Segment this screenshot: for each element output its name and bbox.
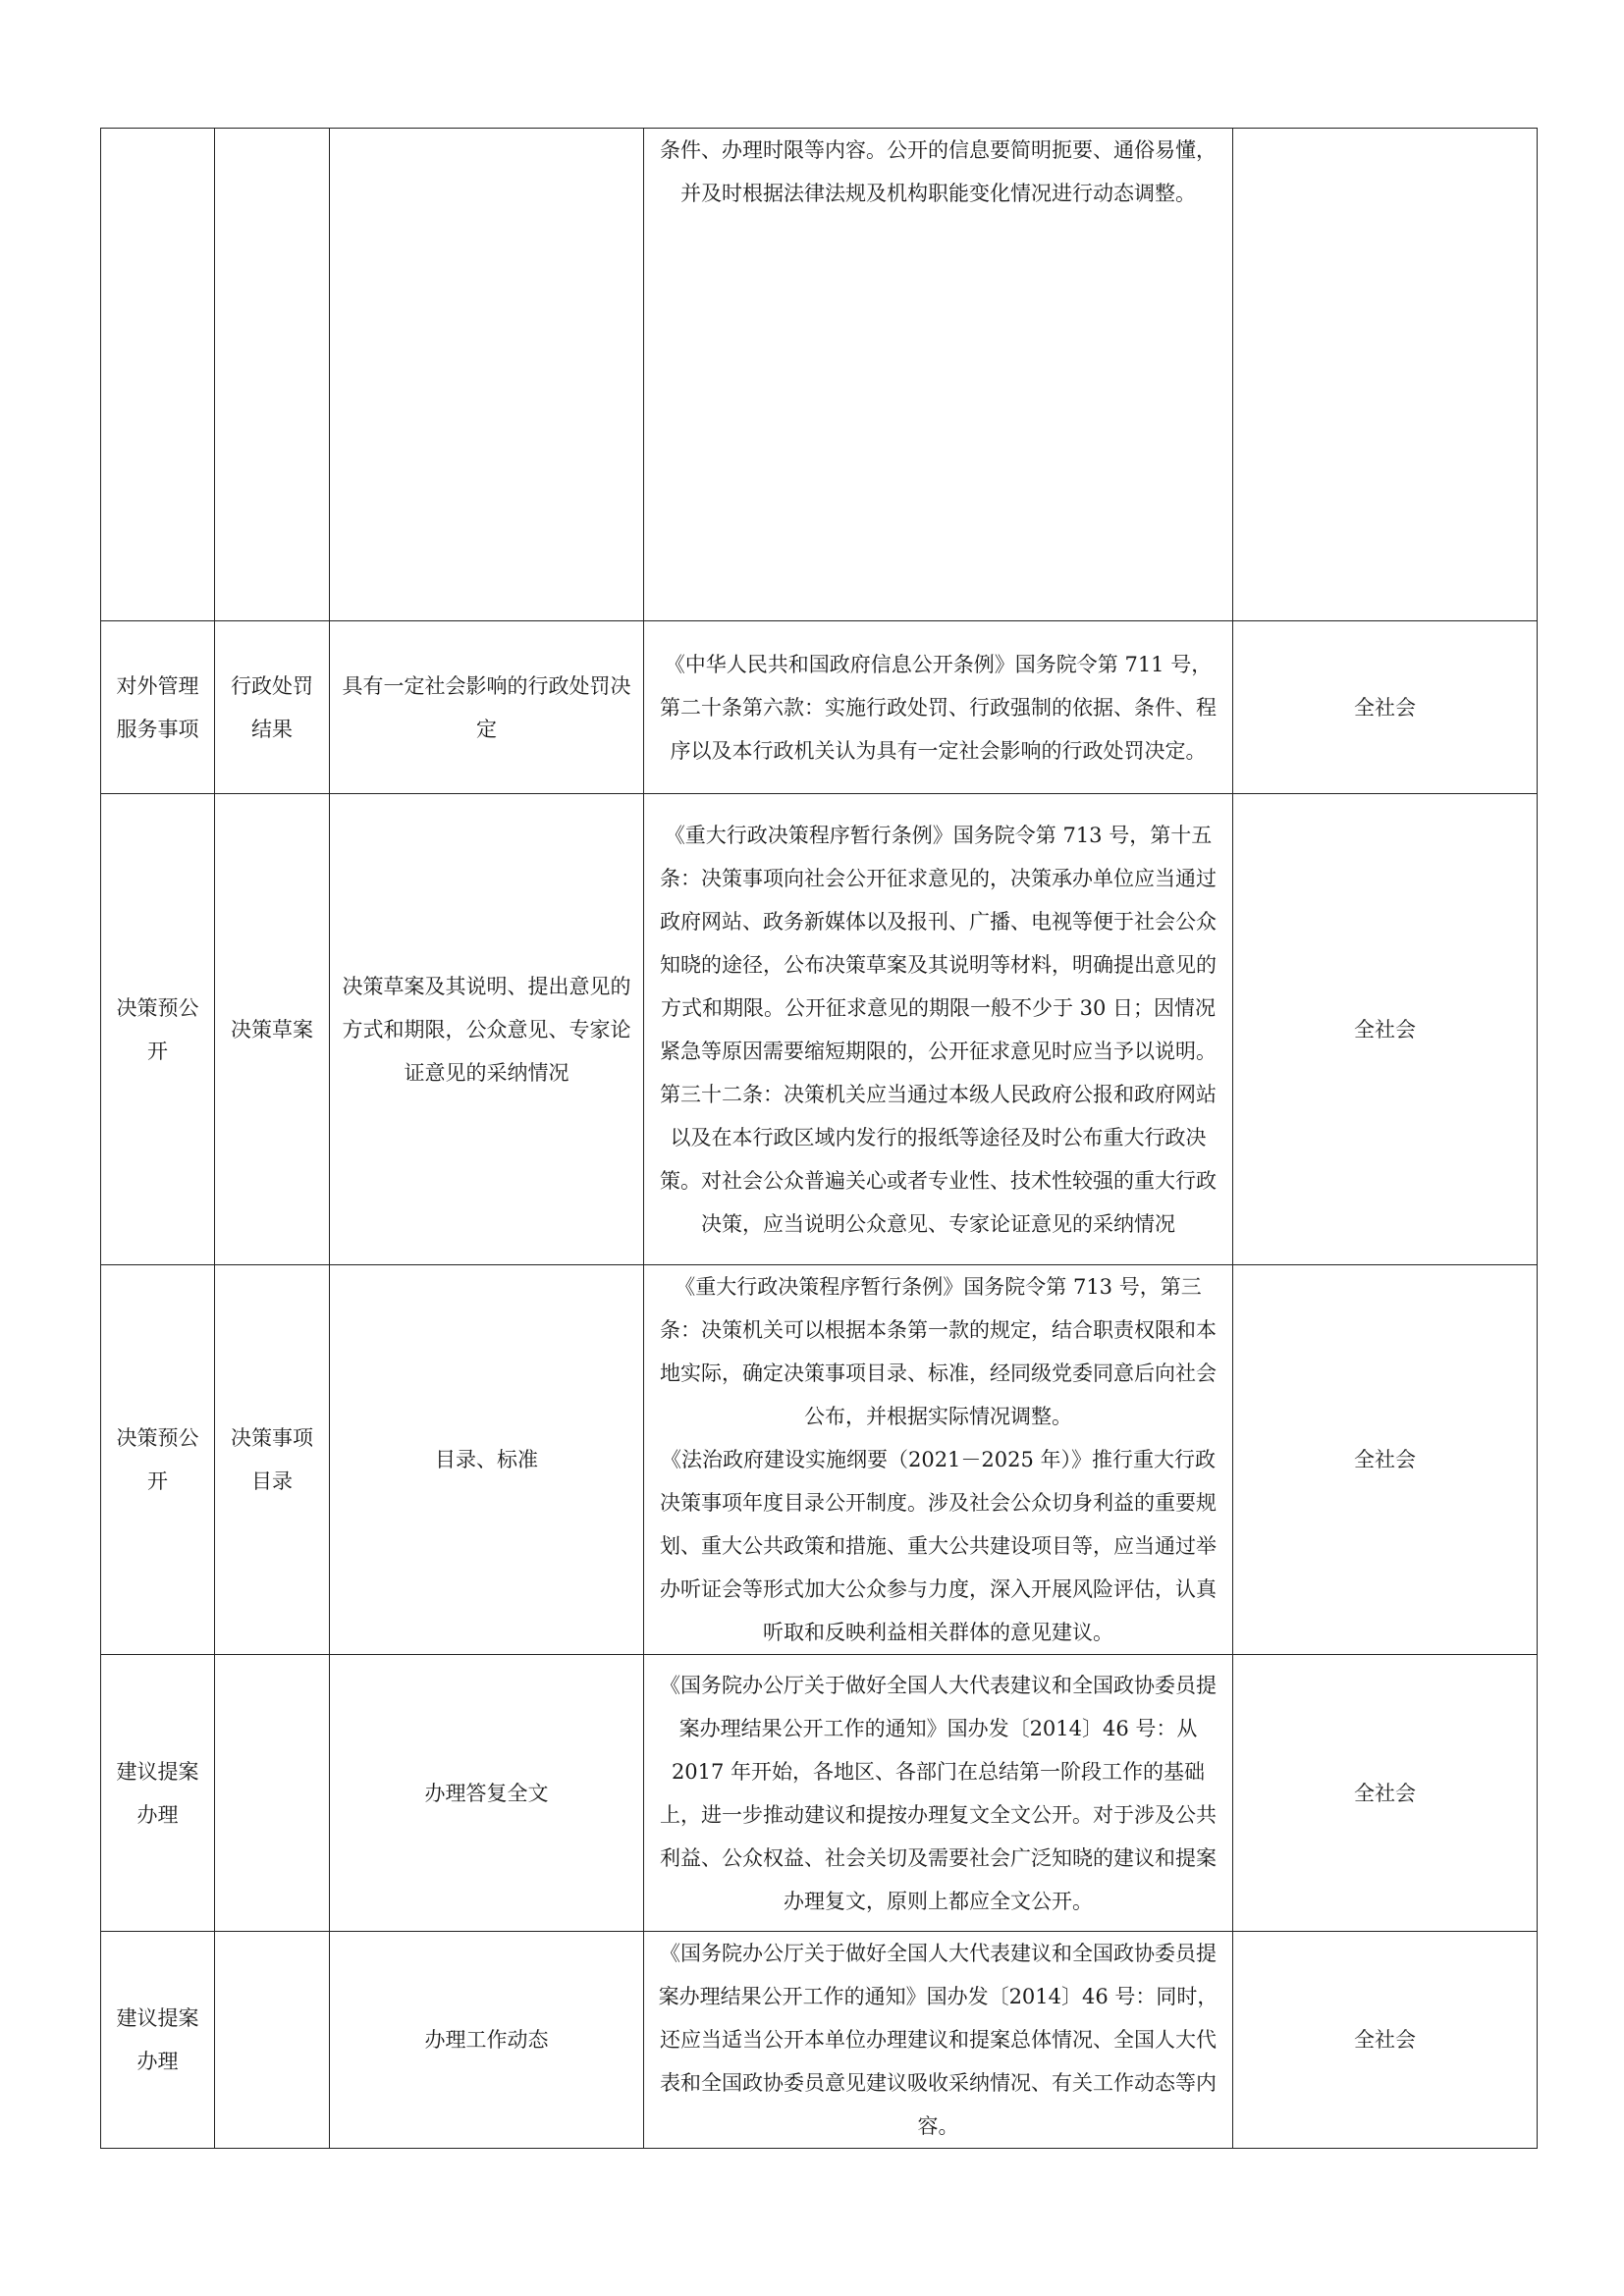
- item-cell: [215, 1655, 330, 1932]
- basis-paragraph: 《重大行政决策程序暂行条例》国务院令第 713 号，第十五条：决策事项向社会公开征求意见的，决策承办单位应当通过政府网站、政务新媒体以及报刊、广播、电视等便于社会公众知晓的途径，公布决策草案及其说明等材料，明确提出意见的方式和期限。公开征求意见的期限一般不少于 30 日；因情况紧急等原因需要缩短期限的，公开征求意见时应当予以说明。第三十二条：决策机关应当通过本级人民政府公报和政府网站以及在本行政区域内发行的报纸等途径及时公布重大行政决策。对社会公众普遍关心或者专业性、技术性较强的重大行政决策，应当说明公众意见、专家论证意见的采纳情况: [660, 823, 1217, 1236]
- scope-cell: [330, 129, 644, 621]
- audience-cell: 全社会: [1233, 1265, 1538, 1655]
- basis-cell: [644, 1655, 1233, 1932]
- category-cell: 建议提案办理: [101, 1655, 215, 1932]
- table-row: [101, 794, 1538, 1265]
- scope-cell: 办理答复全文: [330, 1655, 644, 1932]
- audience-cell: 全社会: [1233, 621, 1538, 794]
- category-cell: 决策预公开: [101, 794, 215, 1265]
- category-cell: [101, 129, 215, 621]
- table-row: [101, 1655, 1538, 1932]
- scope-cell: 目录、标准: [330, 1265, 644, 1655]
- audience-cell: 全社会: [1233, 1932, 1538, 2149]
- table-row: [101, 1932, 1538, 2149]
- item-cell: [215, 129, 330, 621]
- audience-cell: 全社会: [1233, 1655, 1538, 1932]
- table-row: [101, 129, 1538, 621]
- scope-cell: 决策草案及其说明、提出意见的方式和期限，公众意见、专家论证意见的采纳情况: [330, 794, 644, 1265]
- category-cell: 决策预公开: [101, 1265, 215, 1655]
- basis-paragraph: 《国务院办公厅关于做好全国人大代表建议和全国政协委员提案办理结果公开工作的通知》国办发〔2014〕46 号：从 2017 年开始，各地区、各部门在总结第一阶段工作的基础上，进一步推动建议和提按办理复文全文公开。对于涉及公共利益、公众权益、社会关切及需要社会广泛知晓的建议和提案办理复文，原则上都应全文公开。: [660, 1673, 1217, 1913]
- item-cell: 行政处罚结果: [215, 621, 330, 794]
- scope-cell: 办理工作动态: [330, 1932, 644, 2149]
- disclosure-table: [100, 128, 1538, 2149]
- basis-cell: [644, 129, 1233, 621]
- item-cell: 决策事项目录: [215, 1265, 330, 1655]
- basis-paragraph: 《法治政府建设实施纲要（2021－2025 年）》推行重大行政决策事项年度目录公开制度。涉及社会公众切身利益的重要规划、重大公共政策和措施、重大公共建设项目等，应当通过举办听证会等形式加大公众参与力度，深入开展风险评估，认真听取和反映利益相关群体的意见建议。: [660, 1448, 1217, 1644]
- item-cell: [215, 1932, 330, 2149]
- basis-cell: [644, 621, 1233, 794]
- category-cell: 对外管理服务事项: [101, 621, 215, 794]
- audience-cell: [1233, 129, 1538, 621]
- basis-paragraph: 条件、办理时限等内容。公开的信息要简明扼要、通俗易懂，并及时根据法律法规及机构职能变化情况进行动态调整。: [660, 138, 1217, 205]
- scope-cell: 具有一定社会影响的行政处罚决定: [330, 621, 644, 794]
- basis-paragraph: 《重大行政决策程序暂行条例》国务院令第 713 号，第三条：决策机关可以根据本条第一款的规定，结合职责权限和本地实际，确定决策事项目录、标准，经同级党委同意后向社会公布，并根据实际情况调整。: [660, 1275, 1217, 1428]
- basis-paragraph: 《中华人民共和国政府信息公开条例》国务院令第 711 号，第二十条第六款：实施行政处罚、行政强制的依据、条件、程序以及本行政机关认为具有一定社会影响的行政处罚决定。: [660, 652, 1217, 763]
- basis-paragraph: 《国务院办公厅关于做好全国人大代表建议和全国政协委员提案办理结果公开工作的通知》国办发〔2014〕46 号：同时，还应当适当公开本单位办理建议和提案总体情况、全国人大代表和全国政协委员意见建议吸收采纳情况、有关工作动态等内容。: [658, 1942, 1218, 2138]
- basis-cell: [644, 794, 1233, 1265]
- basis-cell: [644, 1265, 1233, 1655]
- audience-cell: 全社会: [1233, 794, 1538, 1265]
- item-cell: 决策草案: [215, 794, 330, 1265]
- table-row: [101, 621, 1538, 794]
- table-row: [101, 1265, 1538, 1655]
- category-cell: 建议提案办理: [101, 1932, 215, 2149]
- basis-cell: [644, 1932, 1233, 2149]
